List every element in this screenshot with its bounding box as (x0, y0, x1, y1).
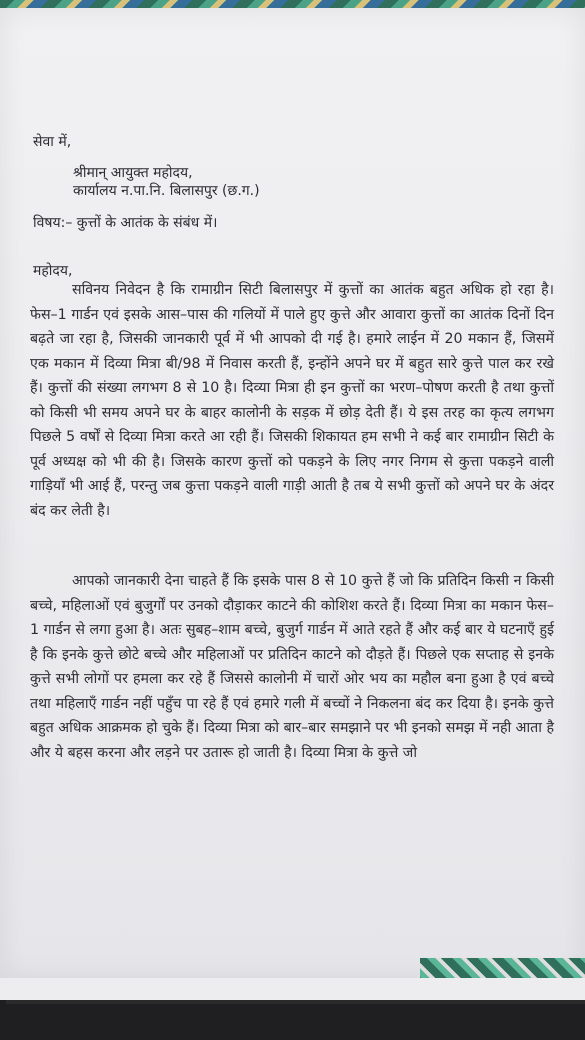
greeting: महोदय, (33, 263, 73, 279)
subject-line: विषय:– कुत्तों के आतंक के संबंध में। (33, 215, 218, 231)
paragraph-2-text: आपको जानकारी देना चाहते हैं कि इसके पास 8 से 10 कुत्ते हैं जो कि प्रतिदिन किसी न किसी बच्चे, महिलाओं एवं बुजुर्गों पर उनको दौड़ाकर काटने की कोशिश करते हैं। दिव्या मित्रा का मकान फेस–1 गार्डन से लगा हुआ है। अतः सुबह–शाम बच्चे, बुजुर्ग गार्डन में आते रहते हैं और कई बार ये घटनाएँ हुई है कि इनके कुत्ते छोटे बच्चे और महिलाओं पर प्रतिदिन काटने को दौड़ते हैं। पिछले एक सप्ताह से इनके कुत्ते सभी लोगों पर हमला कर रहे हैं जिससे कालोनी में चारों ओर भय का महौल बना हुआ है एवं बच्चे तथा महिलाएँ गार्डन नहीं पहुँच पा रहे हैं एवं हमारे गली में बच्चों ने निकलना बंद कर दिया है। इनके कुत्ते बहुत अधिक आक्रमक हो चुके हैं। दिव्या मित्रा को बार–बार समझाने पर भी इनको समझ में नही आता है और ये बहस करना और लड़ने पर उतारू हो जाती है। दिव्या मित्रा के कुत्ते जो (30, 573, 554, 761)
body-paragraph-2 (30, 569, 554, 765)
recipient-line-2: कार्यालय न.पा.नि. बिलासपुर (छ.ग.) (73, 183, 260, 199)
body-paragraph-1 (30, 278, 554, 523)
recipient-line-1: श्रीमान् आयुक्त महोदय, (73, 165, 193, 181)
salutation-to: सेवा में, (33, 134, 72, 150)
paragraph-1-text: सविनय निवेदन है कि रामाग्रीन सिटी बिलासपुर में कुत्तों का आतंक बहुत अधिक हो रहा है। फेस–1 गार्डन एवं इसके आस–पास की गलियों में पाले हुए कुत्ते और आवारा कुत्तों का आतंक दिनों दिन बढ़ते जा रहा है, जिसकी जानकारी पूर्व में भी आपको दी गई है। हमारे लाईन में 20 मकान हैं, जिसमें एक मकान में दिव्या मित्रा बी/98 में निवास करती हैं, इन्होंने अपने घर में बहुत सारे कुत्ते पाल कर रखे हैं। कुत्तों की संख्या लगभग 8 से 10 है। दिव्या मित्रा ही इन कुत्तों का भरण–पोषण करती है तथा कुत्तों को किसी भी समय अपने घर के बाहर कालोनी के सड़क में छोड़ देती हैं। ये इस तरह का कृत्य लगभग पिछले 5 वर्षों से दिव्या मित्रा करते आ रही हैं। जिसकी शिकायत हम सभी ने कई बार रामाग्रीन सिटी के पूर्व अध्यक्ष को भी की है। जिसके कारण कुत्तों को पकड़ने के लिए नगर निगम से कुत्ता पकड़ने वाली गाड़ियाँ भी आई हैं, परन्तु जब कुत्ता पकड़ने वाली गाड़ी आती है तब ये सभी कुत्तों को अपने घर के अंदर बंद कर लेती है। (30, 282, 554, 519)
paper-bottom-edge (0, 978, 585, 1000)
